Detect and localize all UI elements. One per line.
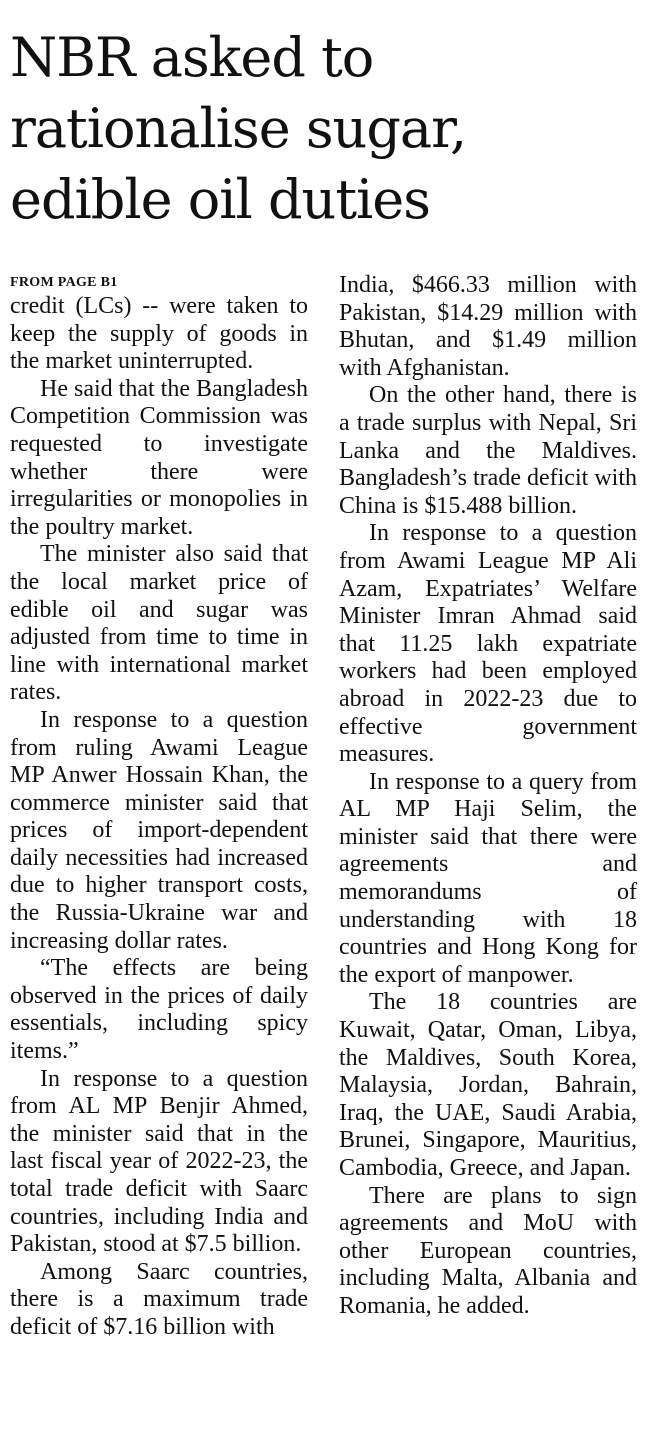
continuation-kicker: FROM PAGE B1 xyxy=(10,275,118,290)
paragraph-right-4: In response to a query from AL MP Haji Selim, the minister said that there were agreements and memorandums of understanding with 18 countries and Hong Kong for the export of manpower. xyxy=(339,768,637,988)
paragraph-left-4: In response to a question from ruling Awami League MP Anwer Hossain Khan, the commerce minister said that prices of import-dependent daily necessities had increased due to higher transport costs, the Russia-Ukraine war and increasing dollar rates. xyxy=(10,706,308,954)
paragraph-left-2: He said that the Bangladesh Competition Commission was requested to investigate whether there were irregularities or monopolies in the poultry market. xyxy=(10,375,308,540)
paragraph-left-3: The minister also said that the local market price of edible oil and sugar was adjusted from time to time in line with international market rates. xyxy=(10,541,308,706)
paragraph-left-5: “The effects are being observed in the prices of daily essentials, including spicy items.” xyxy=(10,955,308,1065)
paragraph-right-3: In response to a question from Awami League MP Ali Azam, Expatriates’ Welfare Minister Imran Ahmad said that 11.25 lakh expatriate workers had been employed abroad in 2022-23 due to effective government measures. xyxy=(339,520,637,768)
paragraph-right-2: On the other hand, there is a trade surplus with Nepal, Sri Lanka and the Maldives. Bangladesh’s trade deficit with China is $15.488 billion. xyxy=(339,382,637,519)
article-column-left xyxy=(10,273,308,1342)
paragraph-left-1: credit (LCs) -- were taken to keep the supply of goods in the market uninterrupted. xyxy=(10,293,308,375)
headline xyxy=(10,22,645,235)
headline-line-2: rationalise sugar, xyxy=(10,97,467,160)
headline-line-3: edible oil duties xyxy=(10,168,430,231)
paragraph-right-6: There are plans to sign agreements and MoU with other European countries, including Malta, Albania and Romania, he added. xyxy=(339,1182,637,1319)
paragraph-left-7: Among Saarc countries, there is a maximum trade deficit of $7.16 billion with xyxy=(10,1258,308,1340)
article-column-right xyxy=(339,272,637,1321)
paragraph-left-6: In response to a question from AL MP Benjir Ahmed, the minister said that in the last fiscal year of 2022-23, the total trade deficit with Saarc countries, including India and Pakistan, stood at $7.5 billion. xyxy=(10,1065,308,1258)
headline-line-1: NBR asked to xyxy=(10,26,374,89)
paragraph-right-1: India, $466.33 million with Pakistan, $14.29 million with Bhutan, and $1.49 million with Afghanistan. xyxy=(339,272,637,381)
paragraph-right-5: The 18 countries are Kuwait, Qatar, Oman, Libya, the Maldives, South Korea, Malaysia, Jordan, Bahrain, Iraq, the UAE, Saudi Arabia, Brunei, Singapore, Mauritius, Cambodia, Greece, and Japan. xyxy=(339,989,637,1181)
